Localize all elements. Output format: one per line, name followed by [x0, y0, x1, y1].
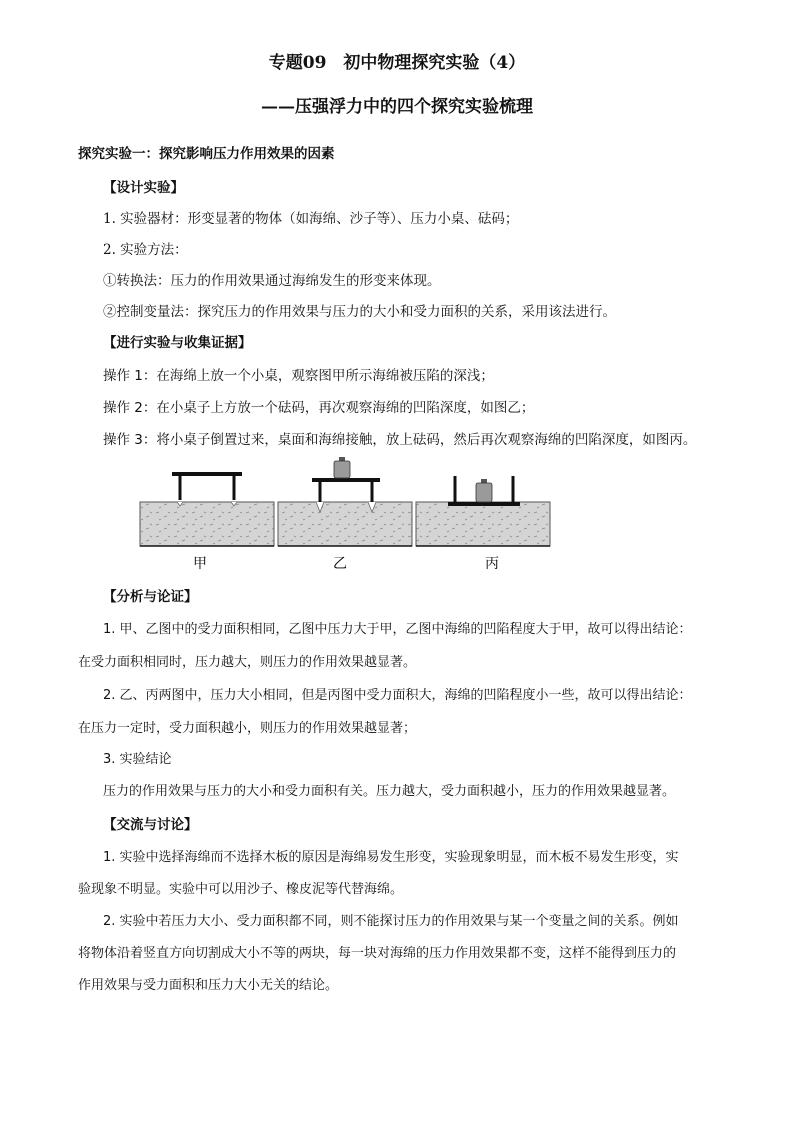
table-top-bing: [448, 502, 520, 506]
figure-label-bing: 丙: [485, 556, 499, 572]
weight-bing: [476, 479, 492, 502]
discussion-p2-line1: 2. 实验中若压力大小、受力面积都不同，则不能探讨压力的作用效果与某一个变量之间的关系。例如: [103, 914, 679, 929]
analysis-p2-line2: 在压力一定时，受力面积越小，则压力的作用效果越显著；: [78, 721, 417, 736]
discussion-p1-line2: 验现象不明显。实验中可以用沙子、橡皮泥等代替海绵。: [78, 882, 404, 897]
procedure-op-2: 操作 2：在小桌子上方放一个砝码，再次观察海绵的凹陷深度，如图乙；: [103, 400, 535, 416]
analysis-p2-line1: 2. 乙、丙两图中，压力大小相同，但是丙图中受力面积大，海绵的凹陷程度小一些，故可以得出结论：: [103, 688, 692, 703]
page-subtitle: ——压强浮力中的四个探究实验梳理: [261, 97, 533, 117]
design-label: 【设计实验】: [103, 180, 184, 196]
table-top-jia: [172, 472, 242, 476]
section-heading: 探究实验一：探究影响压力作用效果的因素: [78, 146, 335, 162]
procedure-label: 【进行实验与收集证据】: [103, 335, 252, 351]
sponge-jia: [140, 472, 274, 546]
analysis-p3: 3. 实验结论: [103, 752, 172, 767]
procedure-op-1: 操作 1：在海绵上放一个小桌，观察图甲所示海绵被压陷的深浅；: [103, 368, 494, 384]
figure-label-jia: 甲: [193, 556, 207, 572]
weight-yi: [334, 457, 350, 478]
design-item-2: 2. 实验方法：: [103, 242, 188, 258]
analysis-p1-line2: 在受力面积相同时，压力越大，则压力的作用效果越显著。: [78, 655, 417, 670]
discussion-p2-line2: 将物体沿着竖直方向切割成大小不等的两块，每一块对海绵的压力作用效果都不变，这样不能得到压力的: [78, 946, 677, 961]
discussion-label: 【交流与讨论】: [103, 817, 198, 833]
analysis-p1-line1: 1. 甲、乙图中的受力面积相同，乙图中压力大于甲，乙图中海绵的凹陷程度大于甲，故可以得出结论：: [103, 622, 692, 637]
design-method-2: ②控制变量法：探究压力的作用效果与压力的大小和受力面积的关系，采用该法进行。: [103, 304, 616, 320]
discussion-p1-line1: 1. 实验中选择海绵而不选择木板的原因是海绵易发生形变，实验现象明显，而木板不易发生形变，实: [103, 850, 679, 865]
analysis-conclusion: 压力的作用效果与压力的大小和受力面积有关。压力越大，受力面积越小，压力的作用效果越显著。: [103, 784, 676, 799]
sponge-bing: [416, 476, 550, 546]
experiment-figure: [136, 450, 556, 578]
analysis-label: 【分析与论证】: [103, 589, 198, 605]
procedure-op-3: 操作 3：将小桌子倒置过来，桌面和海绵接触，放上砝码，然后再次观察海绵的凹陷深度，如图丙。: [103, 432, 697, 448]
table-top-yi: [312, 478, 380, 482]
discussion-p2-line3: 作用效果与受力面积和压力大小无关的结论。: [78, 978, 339, 993]
design-method-1: ①转换法：压力的作用效果通过海绵发生的形变来体现。: [103, 273, 441, 289]
figure-label-yi: 乙: [333, 556, 347, 572]
page-title: 专题09 初中物理探究实验（4）: [268, 53, 526, 73]
design-item-1: 1. 实验器材：形变显著的物体（如海绵、沙子等）、压力小桌、砝码；: [103, 211, 519, 227]
sponge-yi: [278, 457, 412, 546]
